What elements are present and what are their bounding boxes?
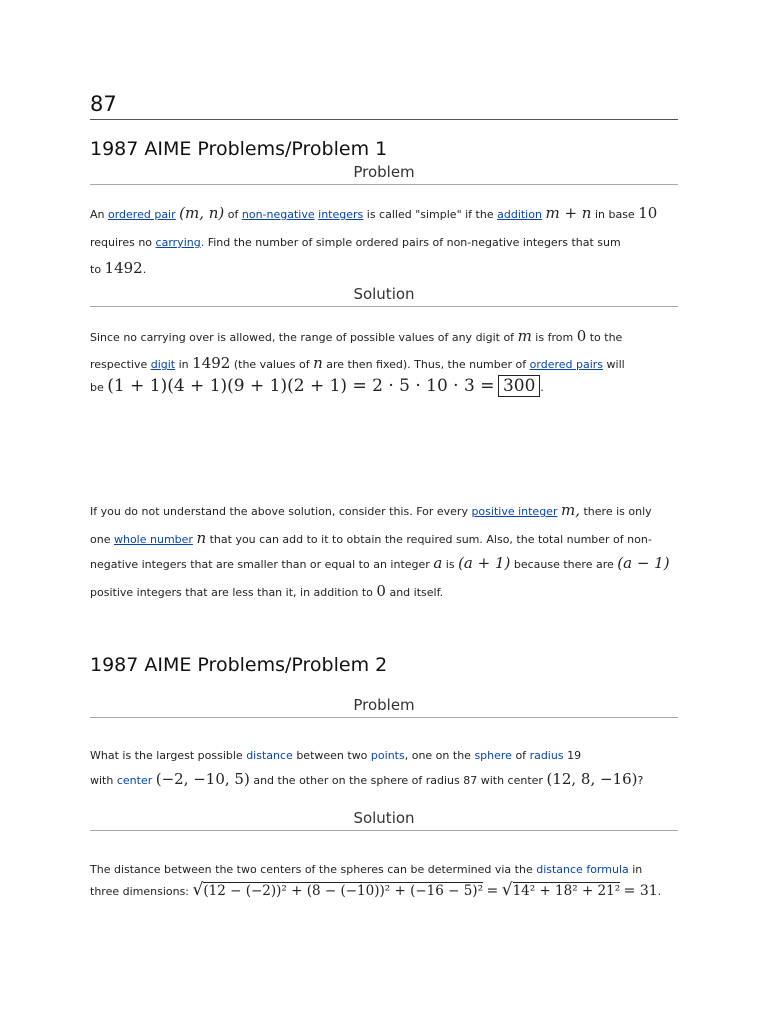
text-period: . xyxy=(142,263,147,276)
math-n: n xyxy=(313,354,323,372)
text-of: of xyxy=(227,208,239,221)
text-an: An xyxy=(90,208,105,221)
alt-line3 xyxy=(90,554,690,572)
problem2-line2 xyxy=(90,770,690,788)
link-integers[interactable]: integers xyxy=(318,208,364,221)
problem1-solution-heading: Solution xyxy=(353,285,415,303)
math-zero-alt: 0 xyxy=(376,582,386,600)
text-in: in xyxy=(178,358,189,371)
text-respective: respective xyxy=(90,358,148,371)
link-distance[interactable]: distance xyxy=(246,749,293,762)
text-alt4-b: and itself. xyxy=(389,586,444,599)
text-sol2-end: . xyxy=(657,885,662,898)
link-ordered-pairs[interactable]: ordered pairs xyxy=(529,358,604,371)
text-between: between two xyxy=(296,749,368,762)
math-m-comma: m, xyxy=(560,501,580,519)
link-radius[interactable]: radius xyxy=(529,749,564,762)
text-sol1-b: is from xyxy=(535,331,574,344)
text-other: and the other on the sphere of radius 87 with center xyxy=(253,774,543,787)
math-product-expression: (1 + 1)(4 + 1)(9 + 1)(2 + 1) = 2 · 5 · 10 · 3 = xyxy=(107,376,495,396)
math-center2: (12, 8, −16) xyxy=(546,770,638,788)
math-m: m xyxy=(517,327,532,345)
text-one-on: , one on the xyxy=(404,749,471,762)
text-one: one xyxy=(90,533,111,546)
problem1-title: 1987 AIME Problems/Problem 1 xyxy=(90,138,388,160)
text-called-simple: is called "simple" if the xyxy=(366,208,494,221)
text-alt3-a: negative integers that are smaller than or equal to an integer xyxy=(90,558,430,571)
text-alt1-b: there is only xyxy=(583,505,652,518)
text-requires-no: requires no xyxy=(90,236,153,249)
text-find: . Find the number of simple ordered pairs of non-negative integers that sum xyxy=(200,236,621,249)
math-equals: = xyxy=(486,883,499,899)
math-1492: 1492 xyxy=(104,259,143,277)
text-fixed: are then fixed). Thus, the number of xyxy=(326,358,527,371)
solution1-line2 xyxy=(90,354,690,372)
text-alt4-a: positive integers that are less than it, in addition to xyxy=(90,586,373,599)
link-sphere[interactable]: sphere xyxy=(474,749,512,762)
math-m-n: (m, n) xyxy=(179,204,225,222)
link-whole-number[interactable]: whole number xyxy=(113,533,193,546)
problem2-problem-heading: Problem xyxy=(353,696,415,714)
text-will: will xyxy=(606,358,625,371)
alt-line2 xyxy=(90,529,690,547)
text-of-p2: of xyxy=(515,749,527,762)
solution1-line3 xyxy=(90,376,690,396)
problem2-line1 xyxy=(90,749,690,762)
text-p2-a: What is the largest possible xyxy=(90,749,243,762)
text-sol2-in: in xyxy=(632,863,643,876)
problem1-heading-divider xyxy=(90,184,678,185)
solution2-line1 xyxy=(90,863,690,876)
math-center1: (−2, −10, 5) xyxy=(155,770,250,788)
alt-line1 xyxy=(90,501,690,519)
math-ten: 10 xyxy=(638,204,658,222)
problem1-problem-heading: Problem xyxy=(353,163,415,181)
text-end: . xyxy=(540,381,544,394)
math-zero: 0 xyxy=(576,327,587,345)
link-carrying[interactable]: carrying xyxy=(155,236,201,249)
problem1-text-line1 xyxy=(90,204,690,222)
math-n-alt: n xyxy=(196,529,207,547)
text-is: is xyxy=(445,558,455,571)
text-in-base: in base xyxy=(594,208,635,221)
solution2-line2 xyxy=(90,880,690,900)
solution1-line1 xyxy=(90,327,690,345)
text-sol1-a: Since no carrying over is allowed, the range of possible values of any digit of xyxy=(90,331,515,344)
math-result: = 31 xyxy=(623,883,658,899)
link-addition[interactable]: addition xyxy=(497,208,542,221)
math-m-plus-n: m + n xyxy=(545,204,592,222)
alt-line4 xyxy=(90,582,690,600)
problem1-text-line2 xyxy=(90,236,690,249)
problem2-title: 1987 AIME Problems/Problem 2 xyxy=(90,654,388,676)
text-three-dims: three dimensions: xyxy=(90,885,190,898)
text-question: ? xyxy=(637,774,644,787)
link-non-negative[interactable]: non-negative xyxy=(241,208,315,221)
link-distance-formula[interactable]: distance formula xyxy=(536,863,629,876)
link-ordered-pair[interactable]: ordered pair xyxy=(108,208,176,221)
page-number-divider xyxy=(90,119,678,120)
link-digit[interactable]: digit xyxy=(150,358,176,371)
text-values-of: (the values of xyxy=(233,358,310,371)
text-be: be xyxy=(90,381,104,394)
sqrt-symbol-1: √ xyxy=(192,880,204,900)
math-a-minus-1: (a − 1) xyxy=(617,554,670,572)
math-1492-b: 1492 xyxy=(192,354,231,372)
text-sol1-c: to the xyxy=(589,331,623,344)
problem2-heading-divider xyxy=(90,717,678,718)
problem1-solution-divider xyxy=(90,306,678,307)
math-distance-expr: (12 − (−2))² + (8 − (−10))² + (−16 − 5)² xyxy=(203,883,483,899)
link-center[interactable]: center xyxy=(116,774,153,787)
text-to: to xyxy=(90,263,102,276)
text-alt1-a: If you do not understand the above solution, consider this. For every xyxy=(90,505,468,518)
math-a: a xyxy=(433,554,443,572)
math-a-plus-1: (a + 1) xyxy=(458,554,511,572)
page-number: 87 xyxy=(90,92,117,116)
link-positive-integer[interactable]: positive integer xyxy=(471,505,558,518)
text-alt2-b: that you can add to it to obtain the required sum. Also, the total number of non- xyxy=(209,533,652,546)
problem2-solution-heading: Solution xyxy=(353,809,415,827)
text-with: with xyxy=(90,774,114,787)
boxed-answer: 300 xyxy=(498,375,540,397)
link-points[interactable]: points xyxy=(370,749,405,762)
text-because: because there are xyxy=(513,558,614,571)
problem1-text-line3 xyxy=(90,259,690,277)
text-radius-19: 19 xyxy=(567,749,582,762)
text-sol2-a: The distance between the two centers of the spheres can be determined via the xyxy=(90,863,533,876)
problem2-solution-divider xyxy=(90,830,678,831)
sqrt-symbol-2: √ xyxy=(501,880,513,900)
math-squares-expr: 14² + 18² + 21² xyxy=(512,883,621,899)
